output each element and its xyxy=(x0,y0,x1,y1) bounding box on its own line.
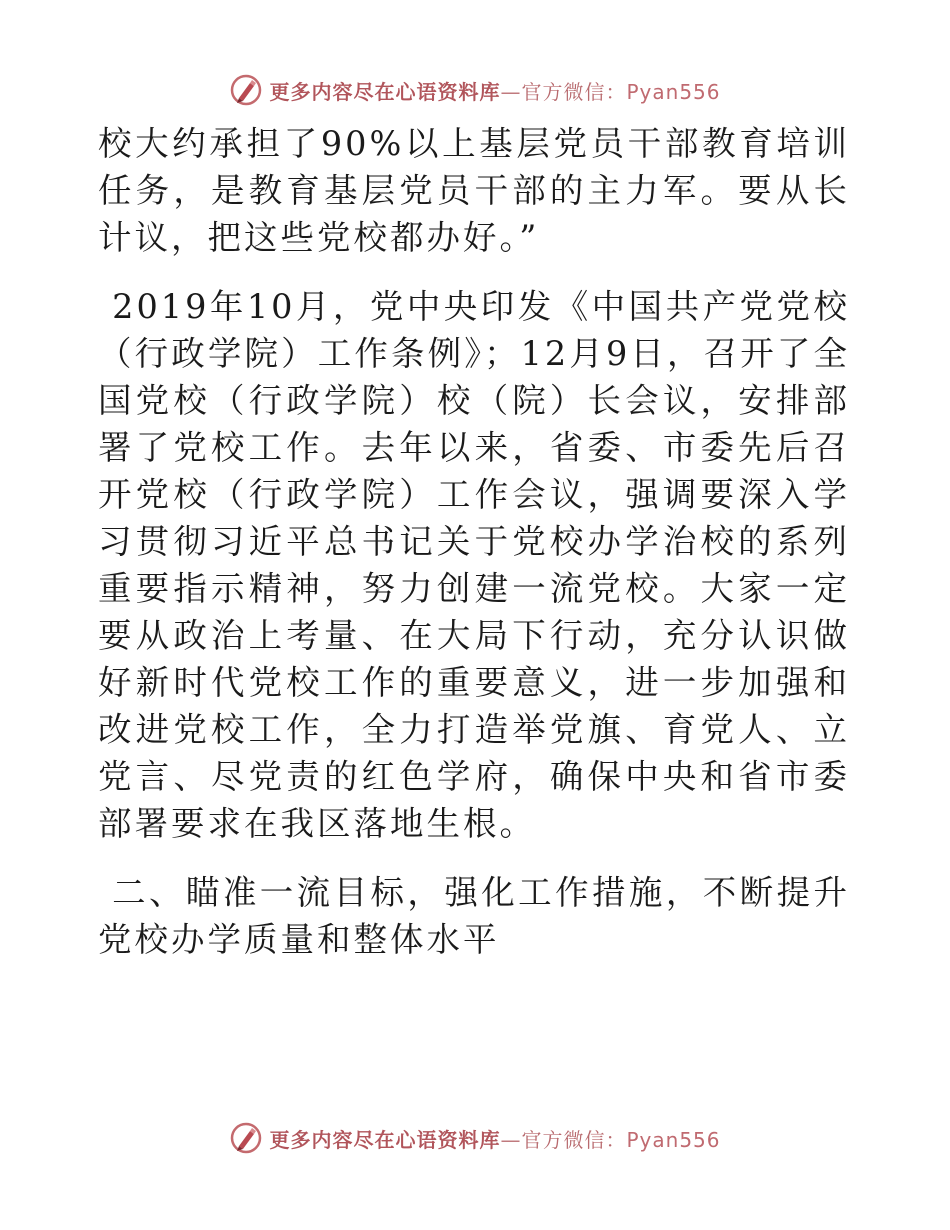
pen-logo-icon xyxy=(229,73,263,107)
watermark-wechat-id: Pyan556 xyxy=(626,1127,721,1152)
watermark-label: 官方微信： xyxy=(521,1127,627,1152)
watermark-main-text: 更多内容尽在心语资料库 xyxy=(269,1127,501,1152)
header-watermark xyxy=(0,70,950,110)
paragraph-2: 2019年10月，党中央印发《中国共产党党校（行政学院）工作条例》；12月9日，召开了全国党校（行政学院）校（院）长会议，安排部署了党校工作。去年以来，省委、市委先后召开党校（行政学院）工作会议，强调要深入学习贯彻习近平总书记关于党校办学治校的系列重要指示精神，努力创建一流党校。大家一定要从政治上考量、在大局下行动，充分认识做好新时代党校工作的重要意义，进一步加强和改进党校工作，全力打造举党旗、育党人、立党言、尽党责的红色学府，确保中央和省市委部署要求在我区落地生根。 xyxy=(98,287,850,843)
watermark-text xyxy=(269,76,720,105)
watermark-wechat-id: Pyan556 xyxy=(626,79,721,104)
watermark-separator: — xyxy=(500,1127,522,1152)
watermark-separator: — xyxy=(500,79,522,104)
pen-logo-icon xyxy=(229,1121,263,1155)
watermark-label: 官方微信： xyxy=(521,79,627,104)
document-body xyxy=(98,120,850,963)
paragraph-1: 校大约承担了90%以上基层党员干部教育培训任务，是教育基层党员干部的主力军。要从长计议，把这些党校都办好。” xyxy=(98,124,850,257)
watermark-main-text: 更多内容尽在心语资料库 xyxy=(269,79,501,104)
watermark-text xyxy=(269,1124,720,1153)
section-heading-2: 二、瞄准一流目标，强化工作措施，不断提升党校办学质量和整体水平 xyxy=(98,873,851,959)
footer-watermark xyxy=(0,1118,950,1158)
